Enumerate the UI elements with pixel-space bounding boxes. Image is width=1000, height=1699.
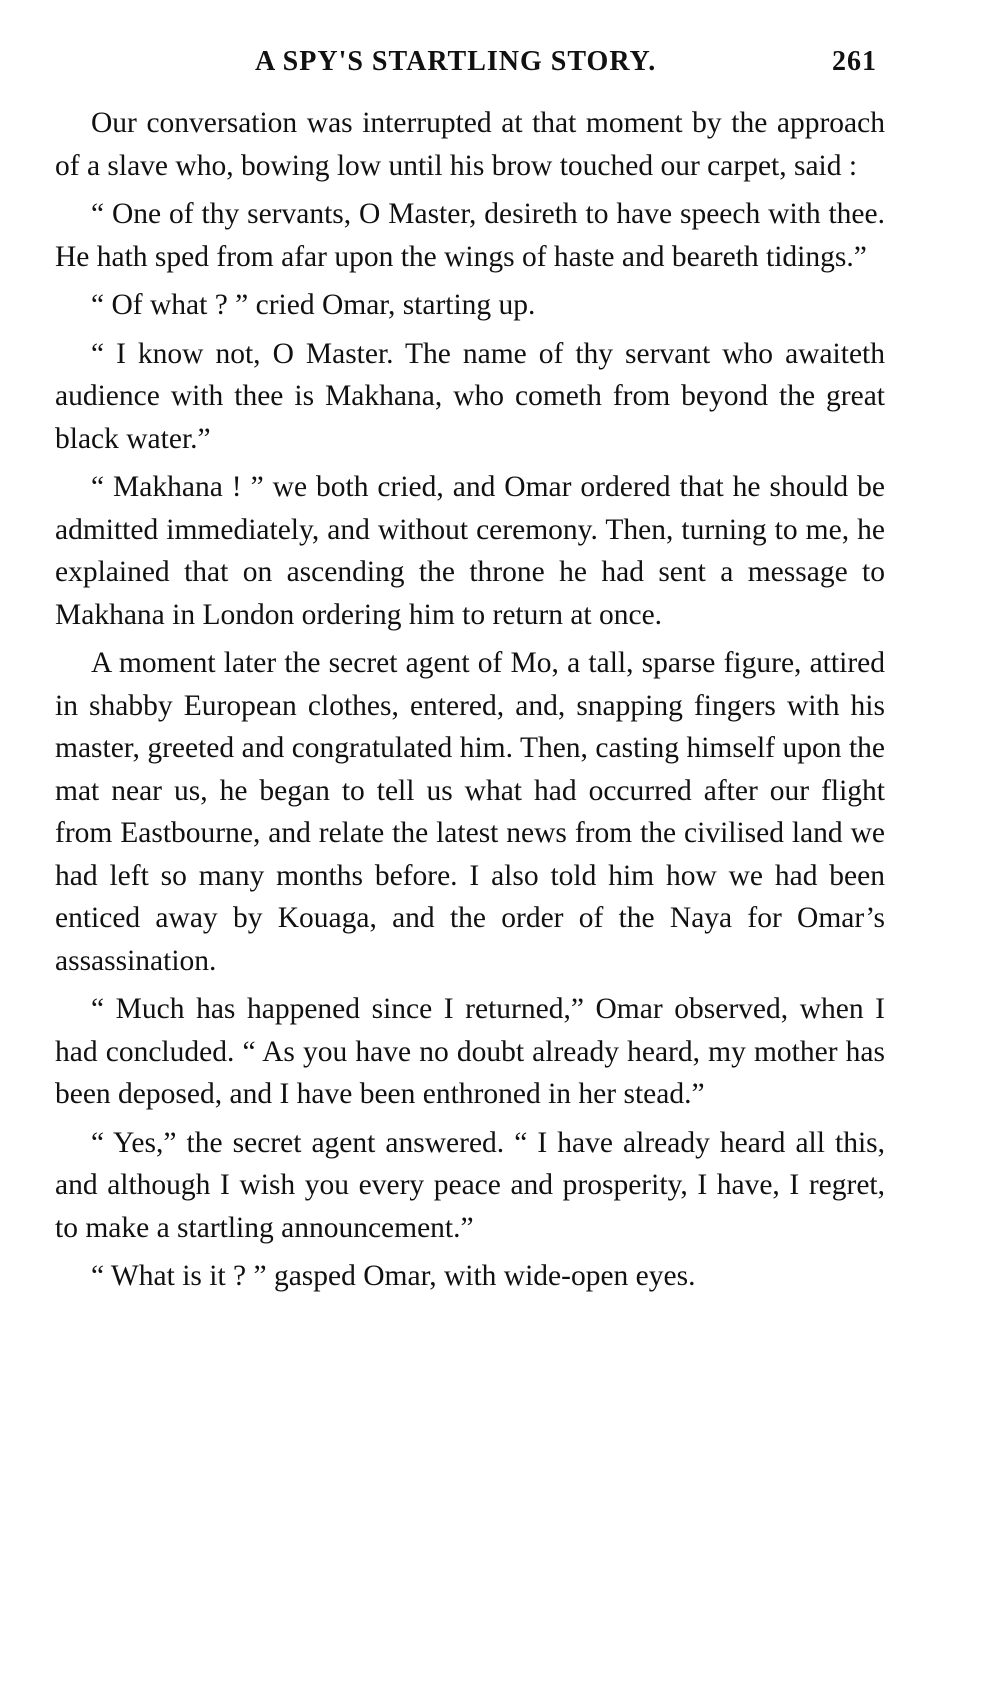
paragraph: “ Makhana ! ” we both cried, and Omar ordered that he should be admitted immediately, and without ceremony. Then, turning to me, he explained that on ascending the throne he had sent a message to Makhana in London ordering him to return at once.: [55, 471, 885, 631]
book-page: [55, 40, 885, 1304]
paragraph: Our conversation was interrupted at that moment by the approach of a slave who, bowing low until his brow touched our carpet, said :: [55, 107, 885, 182]
paragraph: “ Yes,” the secret agent answered. “ I have already heard all this, and although I wish you every peace and prosperity, I have, I regret, to make a startling announcement.”: [55, 1126, 885, 1244]
paragraph: “ I know not, O Master. The name of thy servant who awaiteth audience with thee is Makhana, who cometh from beyond the great black water.”: [55, 337, 885, 455]
running-head: [55, 40, 885, 84]
paragraph: “ What is it ? ” gasped Omar, with wide-open eyes.: [91, 1260, 696, 1292]
body-text: [55, 102, 885, 1298]
paragraph: “ One of thy servants, O Master, desireth to have speech with thee. He hath sped from afar upon the wings of haste and beareth tidings.”: [55, 198, 885, 273]
paragraph: A moment later the secret agent of Mo, a tall, sparse figure, attired in shabby European clothes, entered, and, snapping fingers with his master, greeted and congratulated him. Then, casting himself upon the mat near us, he began to tell us what had occurred after our flight from Eastbourne, and relate the latest news from the civilised land we had left so many months before. I also told him how we had been enticed away by Kouaga, and the order of the Naya for Omar’s assassination.: [55, 647, 885, 977]
paragraph: “ Of what ? ” cried Omar, starting up.: [91, 289, 536, 321]
running-title: A SPY'S STARTLING STORY.: [255, 46, 657, 77]
page-number: 261: [832, 46, 877, 77]
paragraph: “ Much has happened since I returned,” Omar observed, when I had concluded. “ As you have no doubt already heard, my mother has been deposed, and I have been enthroned in her stead.”: [55, 993, 885, 1110]
